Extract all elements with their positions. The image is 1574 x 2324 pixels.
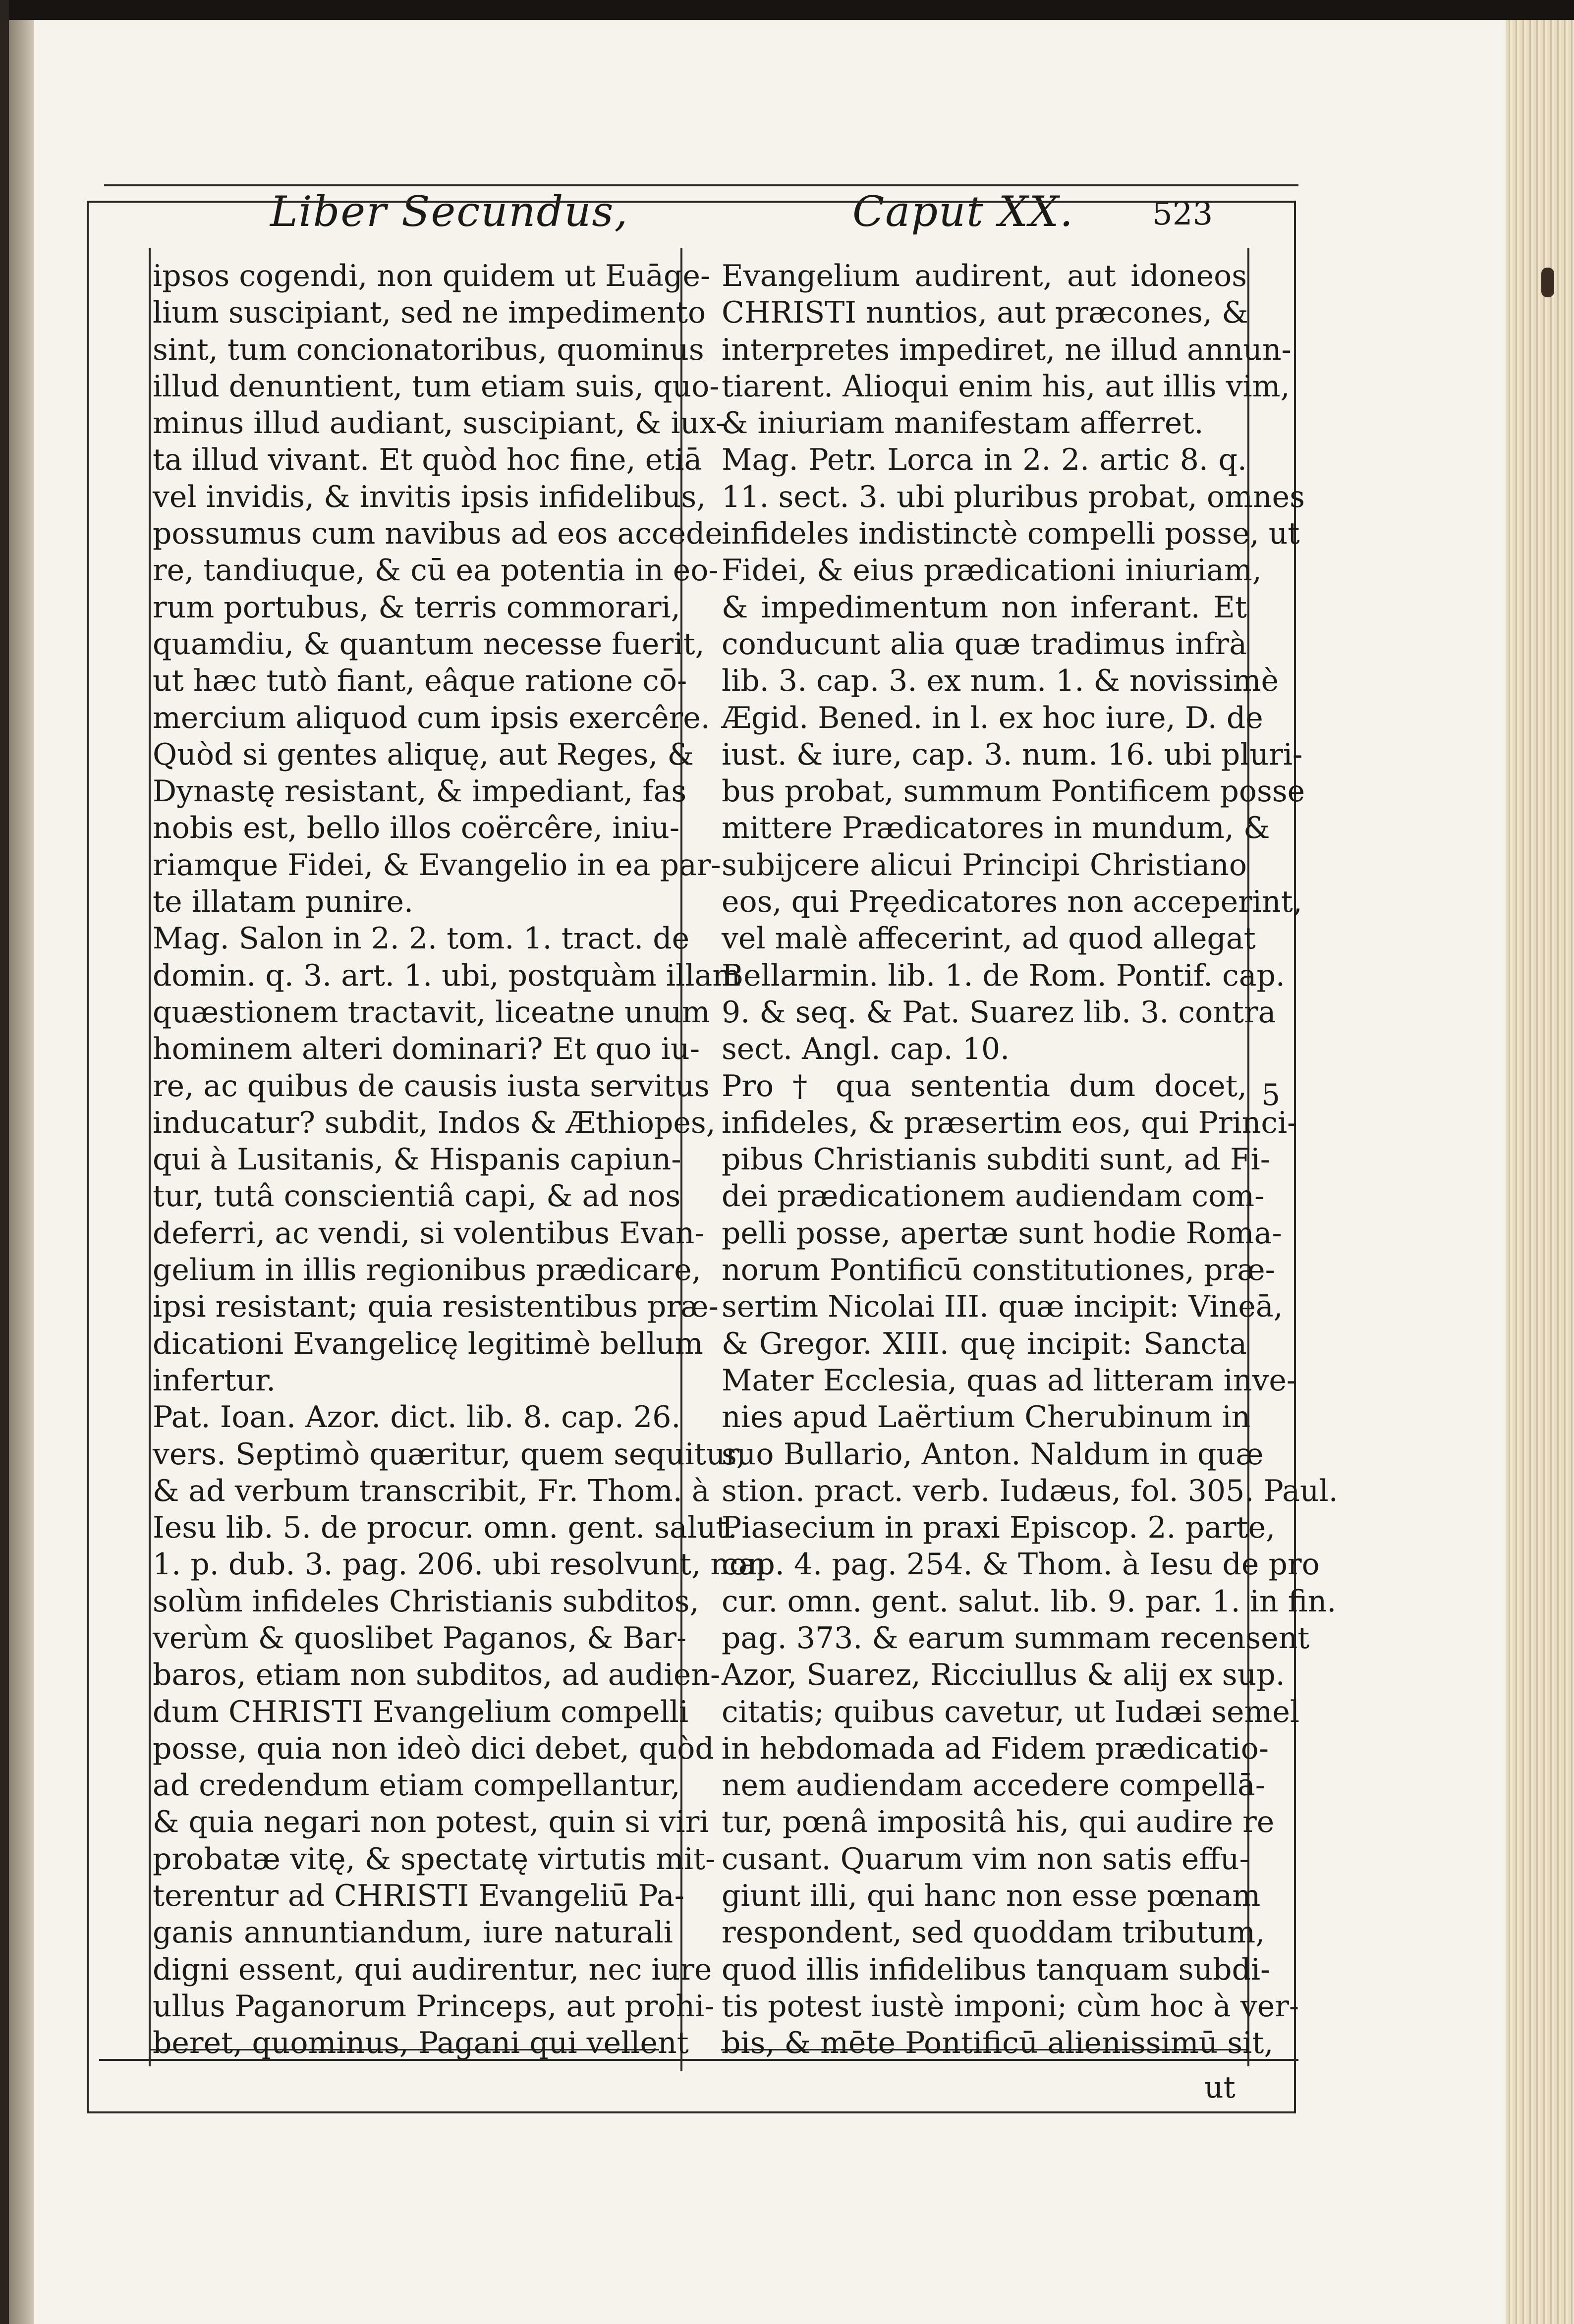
text-line: citatis; quibus cavetur, ut Iudæi semel	[722, 1694, 1300, 1729]
text-line: sint, tum concionatoribus, quominus	[153, 332, 704, 367]
text-line: Fidei, & eius prædicationi iniuriam,	[722, 553, 1262, 588]
text-line: domin. q. 3. art. 1. ubi, postquàm illam	[153, 958, 741, 993]
text-line: Dynastę resistant, & impediant, fas	[153, 774, 687, 809]
text-line: interpretes impediret, ne illud annun-	[722, 332, 1292, 367]
text-line: ad credendum etiam compellantur,	[153, 1768, 680, 1803]
text-line: Mag. Salon in 2. 2. tom. 1. tract. de	[153, 921, 690, 956]
text-line: pibus Christianis subditi sunt, ad Fi-	[722, 1142, 1270, 1177]
text-line: vel malè affecerint, ad quod allegat	[722, 921, 1256, 956]
page-fore-edge	[1506, 20, 1574, 2324]
running-head-chapter: Caput XX.	[852, 187, 1074, 236]
text-line: dicationi Evangelicę legitimè bellum	[153, 1326, 703, 1361]
text-line: 1. p. dub. 3. pag. 206. ubi resolvunt, non	[153, 1547, 767, 1582]
text-line: ipsi resistant; quia resistentibus præ-	[153, 1289, 719, 1325]
text-line: cusant. Quarum vim non satis effu-	[722, 1841, 1249, 1877]
text-line: Bellarmin. lib. 1. de Rom. Pontif. cap.	[722, 958, 1285, 993]
text-line: inducatur? subdit, Indos & Æthiopes,	[153, 1105, 716, 1140]
margin-note-number: 5	[1261, 1078, 1281, 1112]
text-line: Quòd si gentes aliquę, aut Reges, &	[153, 737, 694, 772]
text-line: baros, etiam non subditos, ad audien-	[153, 1658, 721, 1693]
catchword: ut	[1204, 2070, 1236, 2105]
text-line: te illatam punire.	[153, 885, 414, 920]
text-line: qui à Lusitanis, & Hispanis capiun-	[153, 1142, 681, 1177]
text-line: illud denuntient, tum etiam suis, quo-	[153, 369, 720, 404]
text-line: quamdiu, & quantum necesse fuerit,	[153, 626, 705, 662]
text-line: rum portubus, & terris commorari,	[153, 590, 680, 625]
text-line: CHRISTI nuntios, aut præcones, &	[722, 295, 1248, 331]
text-line: Iesu lib. 5. de procur. omn. gent. salut.	[153, 1510, 737, 1546]
text-line: re, tandiuque, & cū ea potentia in eo-	[153, 553, 719, 588]
binding-gutter	[9, 20, 34, 2324]
text-line: Piasecium in praxi Episcop. 2. parte,	[722, 1510, 1276, 1546]
text-line: hominem alteri dominari? Et quo iu-	[153, 1032, 700, 1067]
text-line: pelli posse, apertæ sunt hodie Roma-	[722, 1216, 1282, 1251]
left-column-rule	[149, 248, 151, 2066]
text-line: dei prædicationem audiendam com-	[722, 1179, 1265, 1214]
text-line: conducunt alia quæ tradimus infrà	[722, 626, 1247, 662]
text-line: gelium in illis regionibus prædicare,	[153, 1253, 701, 1288]
text-line: norum Pontificū constitutiones, præ-	[722, 1253, 1275, 1288]
text-line: bus probat, summum Pontificem posse	[722, 774, 1305, 809]
text-line: subijcere alicui Principi Christiano	[722, 847, 1247, 883]
edge-stain	[1541, 268, 1554, 297]
text-line: vel invidis, & invitis ipsis infidelibus,	[153, 479, 706, 514]
text-line: stion. pract. verb. Iudæus, fol. 305. Paul.	[722, 1473, 1338, 1508]
text-line: ta illud vivant. Et quòd hoc fine, etiā	[153, 443, 702, 478]
right-text-column	[722, 258, 1338, 2062]
text-line: terentur ad CHRISTI Evangeliū Pa-	[153, 1879, 685, 1914]
text-line: solùm infideles Christianis subditos,	[153, 1584, 699, 1619]
text-line: in hebdomada ad Fidem prædicatio-	[722, 1731, 1269, 1766]
text-line: Azor, Suarez, Ricciullus & alij ex sup.	[722, 1658, 1285, 1693]
text-line: deferri, ac vendi, si volentibus Evan-	[153, 1216, 705, 1251]
text-line: sertim Nicolai III. quæ incipit: Vineā,	[722, 1289, 1283, 1325]
text-line: ut hæc tutò fiant, eâque ratione cō-	[153, 664, 687, 699]
text-line: beret, quominus, Pagani qui vellent	[153, 2026, 689, 2061]
text-line: respondent, sed quoddam tributum,	[722, 1915, 1265, 1950]
scan-left-edge	[0, 0, 9, 2324]
text-line: riamque Fidei, & Evangelio in ea par-	[153, 847, 721, 883]
text-line: 11. sect. 3. ubi pluribus probat, omnes	[722, 479, 1305, 514]
text-line: bis, & mēte Pontificū alienissimū sit,	[722, 2026, 1274, 2061]
text-line: & iniuriam manifestam afferret.	[722, 406, 1204, 441]
text-line: Pro † qua sententia dum docet,	[722, 1068, 1247, 1104]
text-line: Evangelium audirent, aut idoneos	[722, 259, 1247, 293]
header-rule	[104, 184, 1298, 186]
page-number: 523	[1152, 196, 1213, 232]
text-line: giunt illi, qui hanc non esse pœnam	[722, 1879, 1261, 1914]
text-line: mercium aliquod cum ipsis exercêre.	[153, 700, 710, 735]
text-line: cap. 4. pag. 254. & Thom. à Iesu de pro	[722, 1547, 1320, 1582]
left-text-column	[153, 258, 767, 2062]
text-line: & impedimentum non inferant. Et	[722, 590, 1247, 625]
text-line: mittere Prædicatores in mundum, &	[722, 811, 1270, 846]
text-line: Mag. Petr. Lorca in 2. 2. artic 8. q.	[722, 443, 1247, 478]
text-line: dum CHRISTI Evangelium compelli	[153, 1694, 689, 1729]
scan-top-edge	[0, 0, 1574, 20]
text-line: digni essent, qui audirentur, nec iure	[153, 1952, 712, 1987]
text-line: posse, quia non ideò dici debet, quòd	[153, 1731, 714, 1766]
text-line: minus illud audiant, suscipiant, & iux-	[153, 406, 726, 441]
text-line: quod illis infidelibus tanquam subdi-	[722, 1952, 1271, 1987]
text-line: vers. Septimò quæritur, quem sequitur,	[153, 1437, 746, 1472]
text-line: 9. & seq. & Pat. Suarez lib. 3. contra	[722, 995, 1276, 1030]
text-line: nies apud Laërtium Cherubinum in	[722, 1400, 1251, 1435]
text-line: ipsos cogendi, non quidem ut Euāge-	[153, 259, 711, 293]
text-line: nobis est, bello illos coërcêre, iniu-	[153, 811, 680, 846]
text-line: tur, pœnâ impositâ his, qui audire re	[722, 1805, 1275, 1840]
text-line: & Gregor. XIII. quę incipit: Sancta	[722, 1326, 1247, 1361]
text-line: quæstionem tractavit, liceatne unum	[153, 995, 710, 1030]
text-line: pag. 373. & earum summam recensent	[722, 1620, 1310, 1656]
text-line: lib. 3. cap. 3. ex num. 1. & novissimè	[722, 664, 1279, 699]
text-line: probatæ vitę, & spectatę virtutis mit-	[153, 1841, 716, 1877]
text-line: & quia negari non potest, quin si viri	[153, 1805, 709, 1840]
text-line: verùm & quoslibet Paganos, & Bar-	[153, 1620, 687, 1656]
text-line: lium suscipiant, sed ne impedimento	[153, 295, 706, 331]
text-line: Pat. Ioan. Azor. dict. lib. 8. cap. 26.	[153, 1400, 681, 1435]
text-line: iust. & iure, cap. 3. num. 16. ubi pluri-	[722, 737, 1303, 772]
text-line: possumus cum navibus ad eos accede	[153, 516, 723, 552]
text-line: cur. omn. gent. salut. lib. 9. par. 1. in fin.	[722, 1584, 1337, 1619]
text-line: tis potest iustè imponi; cùm hoc à ver-	[722, 1989, 1299, 2024]
text-line: eos, qui Pręedicatores non acceperint,	[722, 885, 1302, 920]
text-line: infideles, & præsertim eos, qui Princi-	[722, 1105, 1297, 1140]
text-line: sect. Angl. cap. 10.	[722, 1032, 1010, 1067]
text-line: ganis annuntiandum, iure naturali	[153, 1915, 673, 1950]
text-line: suo Bullario, Anton. Naldum in quæ	[722, 1437, 1264, 1472]
text-line: Ægid. Bened. in l. ex hoc iure, D. de	[722, 700, 1263, 735]
text-line: infideles indistinctè compelli posse, ut	[722, 516, 1300, 552]
text-line: tiarent. Alioqui enim his, aut illis vim,	[722, 369, 1290, 404]
running-head-book: Liber Secundus,	[270, 187, 629, 236]
text-line: Mater Ecclesia, quas ad litteram inve-	[722, 1363, 1297, 1398]
text-line: ullus Paganorum Princeps, aut prohi-	[153, 1989, 715, 2024]
text-line: infertur.	[153, 1363, 276, 1398]
text-line: tur, tutâ conscientiâ capi, & ad nos	[153, 1179, 681, 1214]
text-line: nem audiendam accedere compellā-	[722, 1768, 1266, 1803]
text-line: re, ac quibus de causis iusta servitus	[153, 1068, 710, 1104]
text-line: & ad verbum transcribit, Fr. Thom. à	[153, 1473, 710, 1508]
